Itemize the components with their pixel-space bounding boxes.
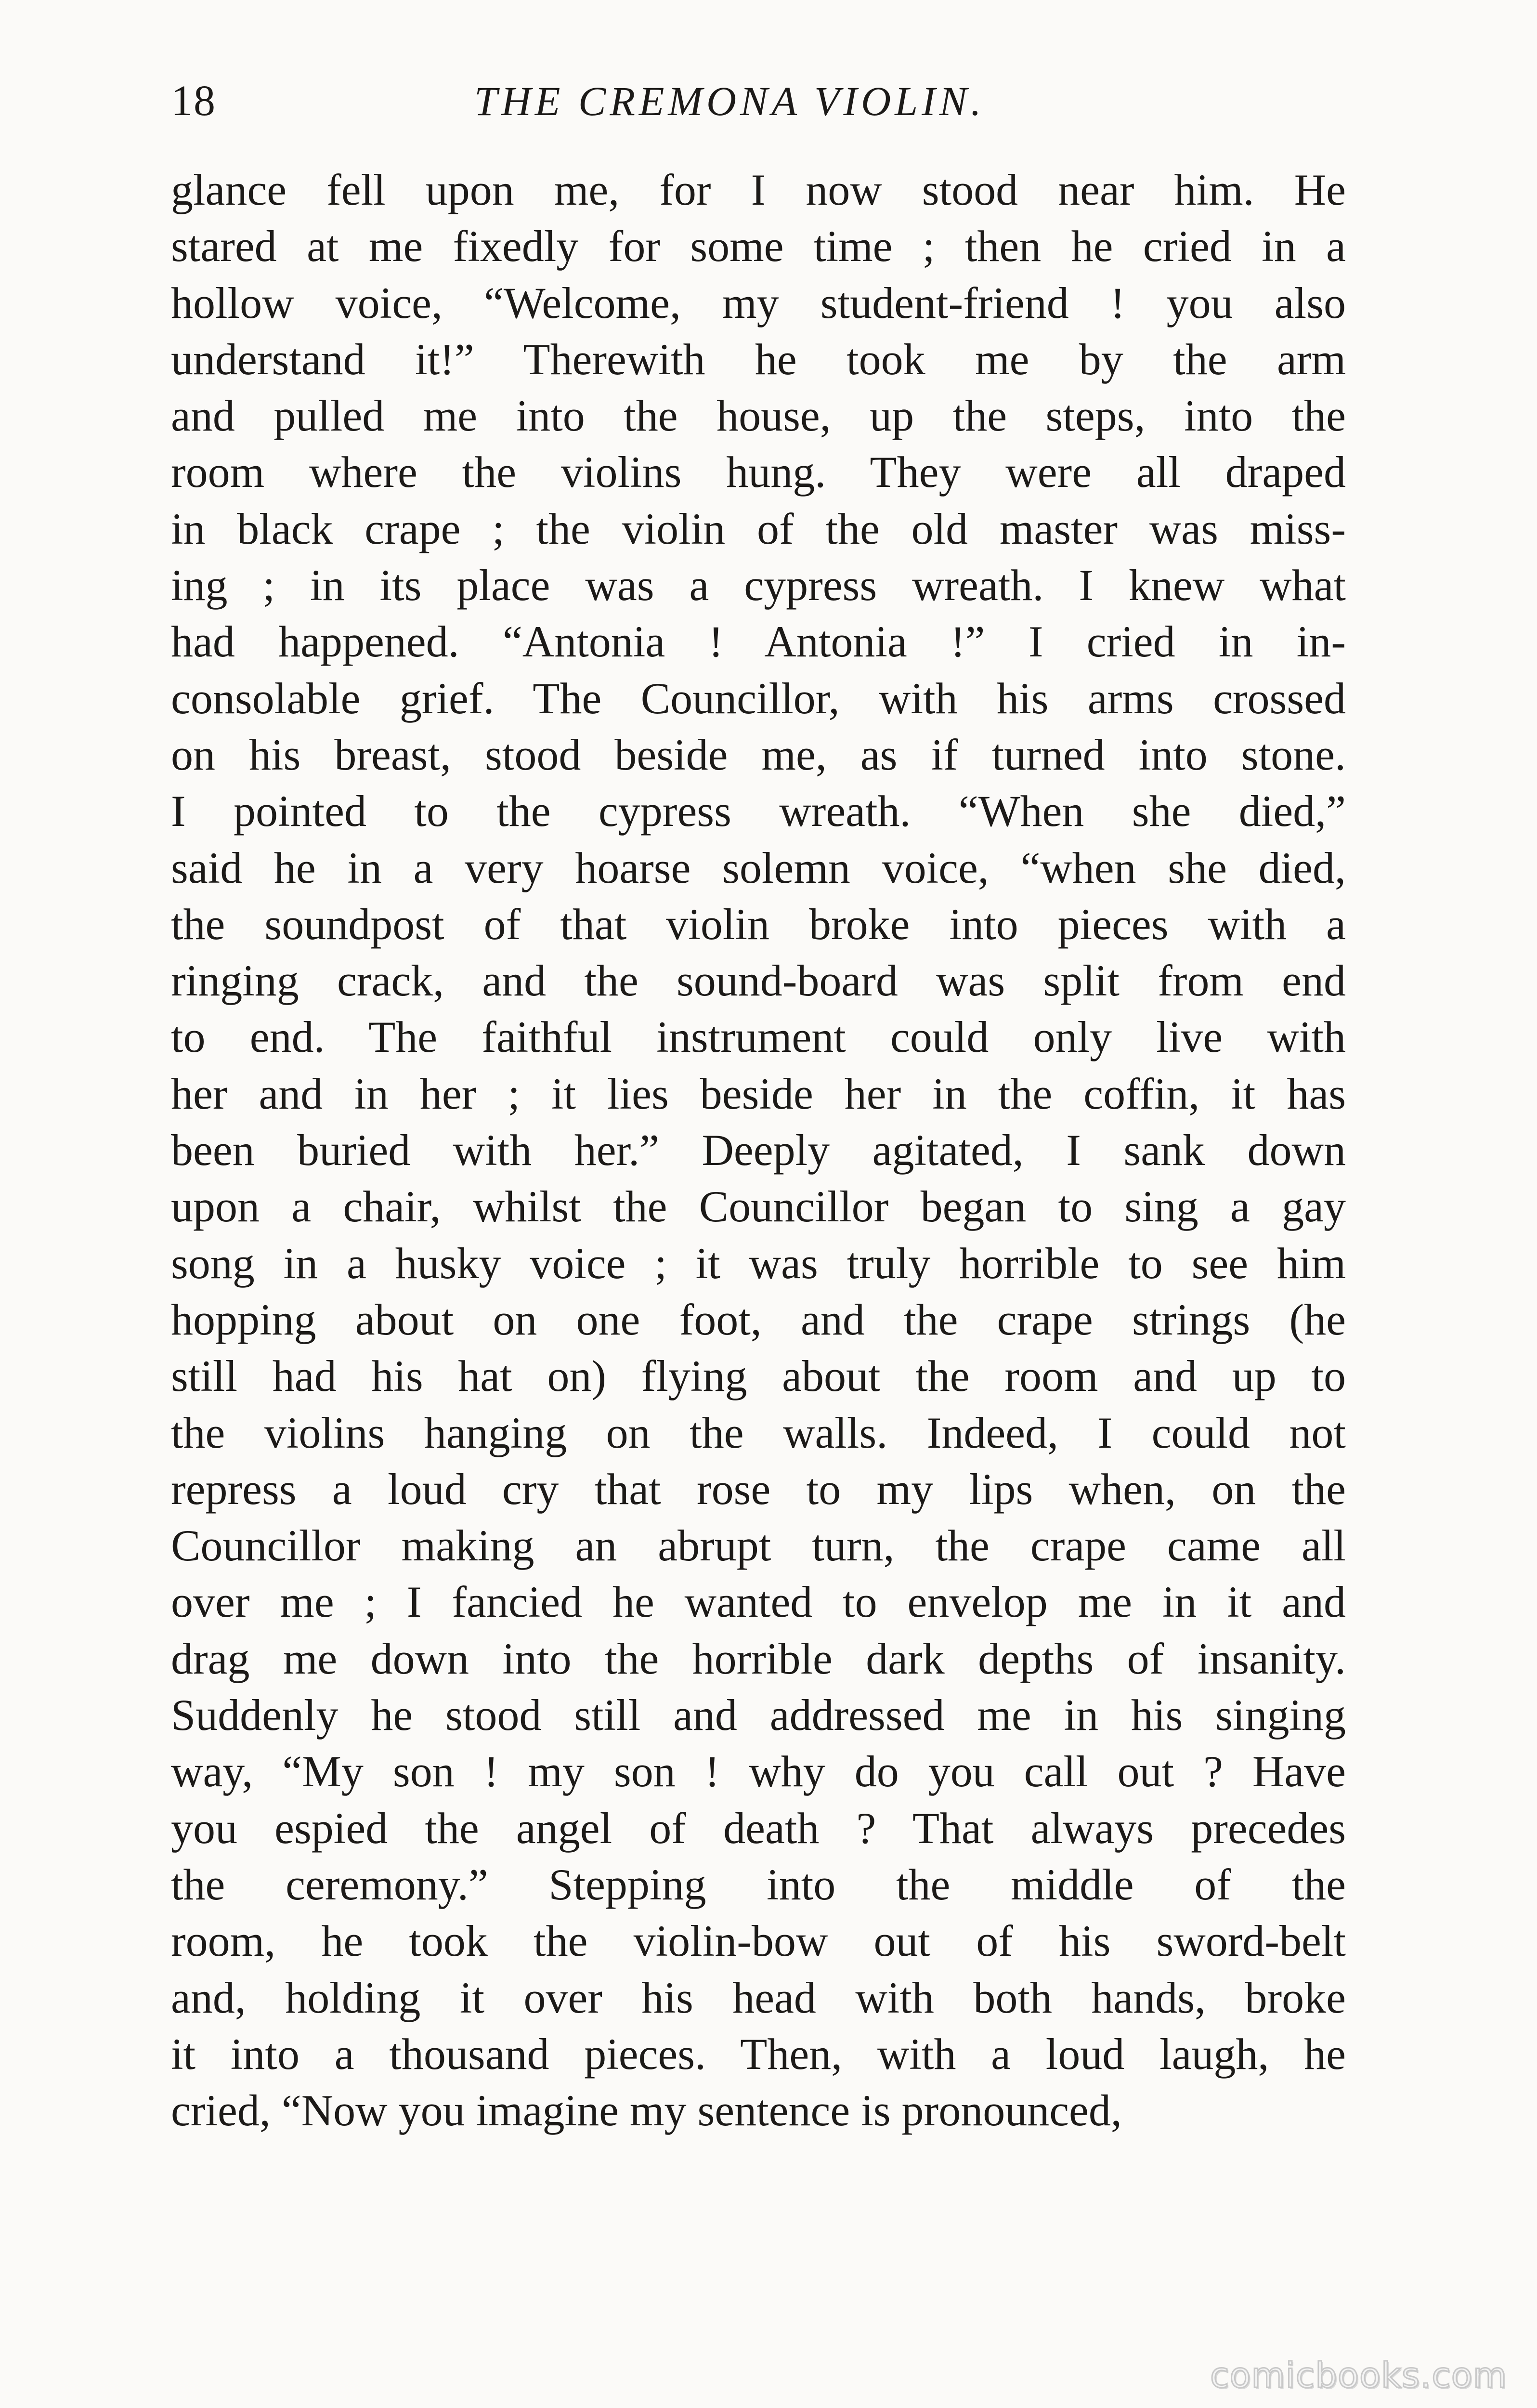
text-line: said he in a very hoarse solemn voice, “when she died, (171, 843, 1346, 892)
text-line: ringing crack, and the sound-board was split from end (171, 956, 1346, 1006)
body-text (171, 162, 1346, 2139)
text-line: and pulled me into the house, up the steps, into the (171, 391, 1346, 441)
text-line: her and in her ; it lies beside her in the coffin, it has (171, 1069, 1346, 1118)
page-number: 18 (171, 77, 216, 125)
text-line: to end. The faithful instrument could only live with (171, 1012, 1346, 1062)
text-line: and, holding it over his head with both hands, broke (171, 1973, 1346, 2022)
text-line: consolable grief. The Councillor, with his arms crossed (171, 673, 1346, 723)
text-line: Suddenly he stood still and addressed me in his singing (171, 1690, 1346, 1740)
running-title: THE CREMONA VIOLIN. (474, 78, 985, 124)
text-line: upon a chair, whilst the Councillor began to sing a gay (171, 1182, 1346, 1231)
text-line: hollow voice, “Welcome, my student-friend ! you also (171, 278, 1346, 327)
text-line: over me ; I fancied he wanted to envelop me in it and (171, 1577, 1346, 1627)
text-line: drag me down into the horrible dark depths of insanity. (171, 1634, 1346, 1683)
text-line: in black crape ; the violin of the old master was miss- (171, 504, 1346, 553)
text-line: way, “My son ! my son ! why do you call out ? Have (171, 1747, 1346, 1796)
text-line: song in a husky voice ; it was truly horrible to see him (171, 1238, 1346, 1288)
text-line: it into a thousand pieces. Then, with a loud laugh, he (171, 2029, 1346, 2079)
text-line: cried, “Now you imagine my sentence is pronounced, (171, 2086, 1122, 2135)
text-line: Councillor making an abrupt turn, the crape came all (171, 1521, 1346, 1570)
text-line: still had his hat on) flying about the room and up to (171, 1351, 1346, 1401)
text-line: hopping about on one foot, and the crape strings (he (171, 1295, 1346, 1344)
text-line: on his breast, stood beside me, as if turned into stone. (171, 730, 1346, 779)
text-line: room where the violins hung. They were all draped (171, 447, 1346, 497)
text-line: I pointed to the cypress wreath. “When she died,” (171, 786, 1346, 836)
text-line: understand it!” Therewith he took me by the arm (171, 334, 1346, 384)
text-line: stared at me fixedly for some time ; then he cried in a (171, 222, 1346, 271)
watermark: comicbooks.com (1210, 2355, 1507, 2395)
text-line: glance fell upon me, for I now stood near him. He (171, 165, 1346, 214)
text-line: had happened. “Antonia ! Antonia !” I cried in in- (171, 617, 1346, 667)
text-line: repress a loud cry that rose to my lips when, on the (171, 1464, 1346, 1514)
text-line: room, he took the violin-bow out of his sword-belt (171, 1916, 1346, 1966)
running-head (171, 72, 1351, 130)
text-line: the ceremony.” Stepping into the middle of the (171, 1859, 1346, 1909)
text-line: the violins hanging on the walls. Indeed, I could not (171, 1408, 1346, 1457)
text-line: been buried with her.” Deeply agitated, I sank down (171, 1125, 1346, 1175)
text-line: the soundpost of that violin broke into pieces with a (171, 899, 1346, 949)
text-line: ing ; in its place was a cypress wreath. I knew what (171, 561, 1346, 610)
text-line: you espied the angel of death ? That always precedes (171, 1803, 1346, 1853)
